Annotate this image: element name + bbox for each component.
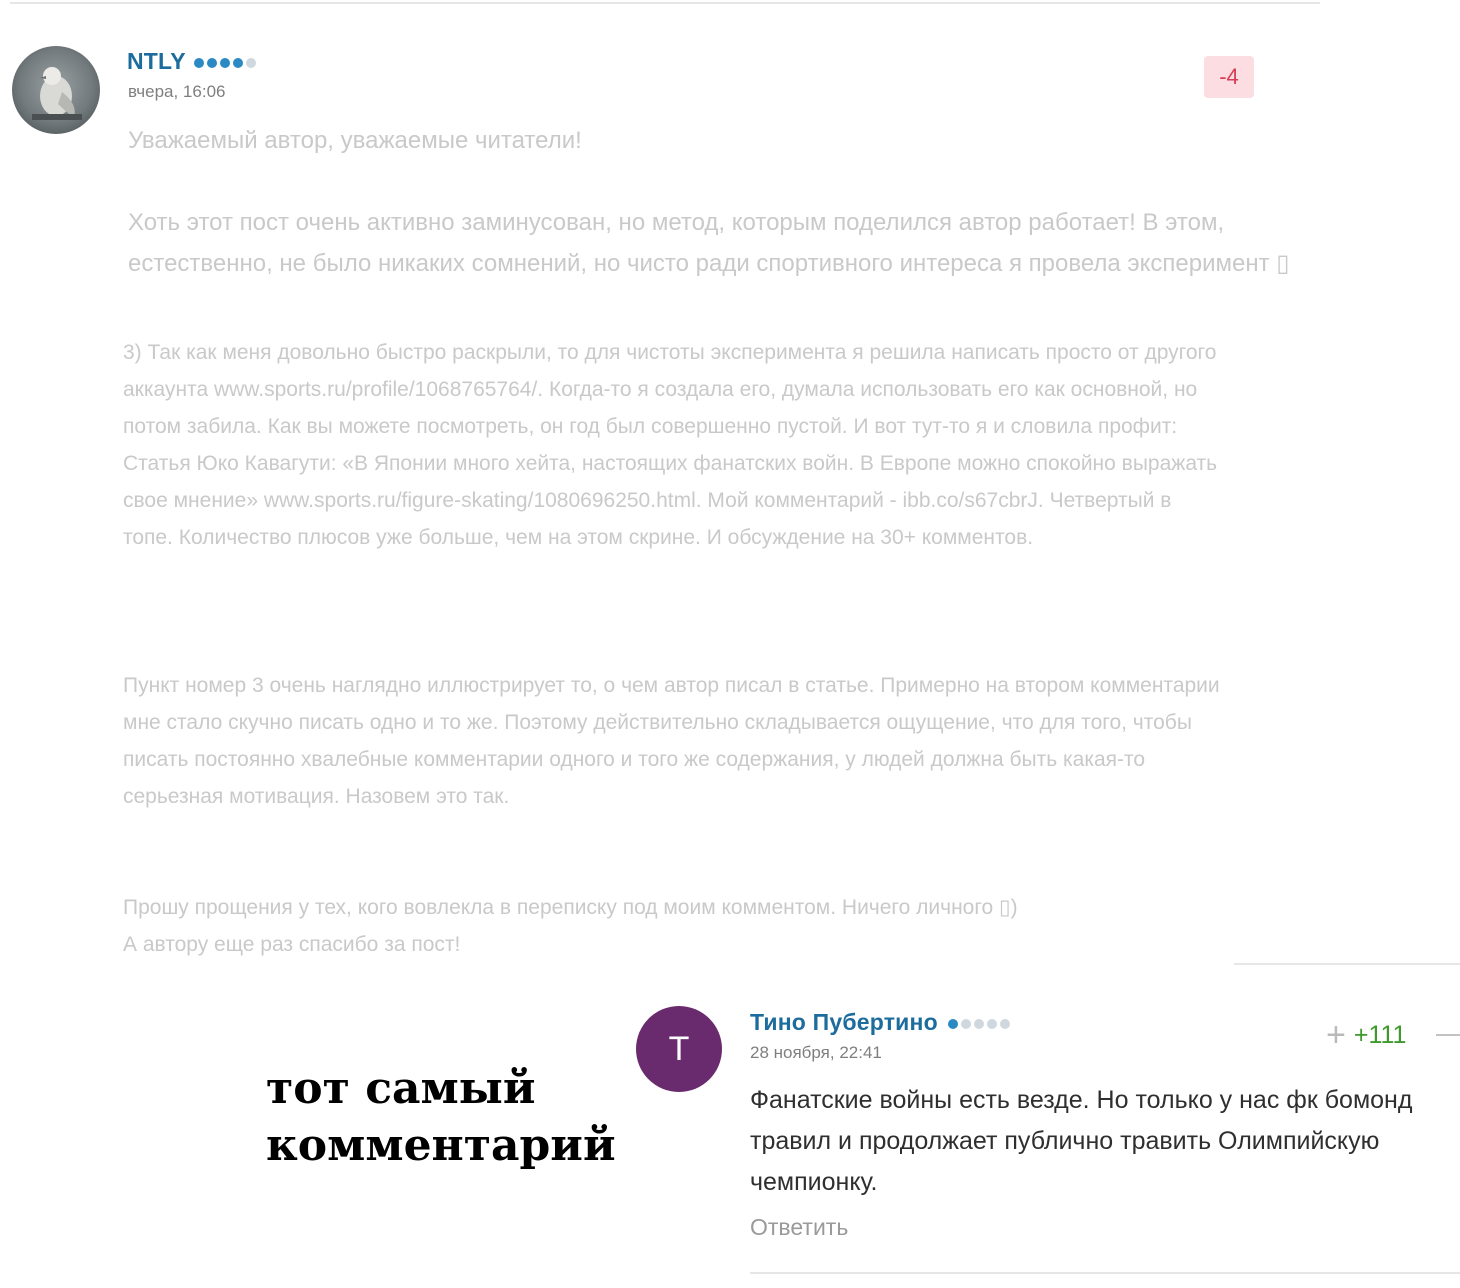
caption-label: тот самый комментарий [266,1063,616,1171]
user-avatar[interactable]: Т [636,1006,722,1092]
bottom-divider [750,1272,1460,1274]
comment-score: +111 [1353,1020,1407,1049]
username[interactable]: NTLY [127,48,186,74]
vote-controls [1326,1018,1406,1052]
rank-dot [207,58,217,68]
comment-text-paragraph: Прошу прощения у тех, кого вовлекла в переписку под моим комментом. Ничего личного ▯) А автору еще раз спасибо за пост! [123,896,1018,956]
comment-text: Фанатские войны есть везде. Но только у нас фк бомонд травил и продолжает публично травить Олимпийскую чемпионку. [750,1086,1413,1196]
rank-dot [961,1019,971,1029]
rank-dot [194,58,204,68]
comment-text-greeting: Уважаемый автор, уважаемые читатели! [128,127,582,154]
comment-timestamp: вчера, 16:06 [128,82,226,101]
rank-dot [1000,1019,1010,1029]
comment-text-paragraph: Пункт номер 3 очень наглядно иллюстрирует то, о чем автор писал в статье. Примерно на втором комментарии мне стало скучно писать одно и то же. Поэтому действительно складывается ощущение, что для того, чтобы писать постоянно хвалебные комментарии одного и того же содержания, у людей должна быть какая-то серьезная мотивация. Назовем это так. [123,674,1220,808]
rank-dot [246,58,256,68]
reply-button[interactable]: Ответить [750,1214,849,1240]
rank-dot [987,1019,997,1029]
user-rank-dots [948,1019,1010,1029]
user-rank-dots [194,58,256,68]
comment-text-paragraph: Хоть этот пост очень активно заминусован, но метод, которым поделился автор работает! В этом, естественно, не было никаких сомнений, но чисто ради спортивного интереса я провела эксперимент ▯ [128,209,1290,277]
upvote-icon[interactable]: + [1326,1016,1346,1054]
rank-dot [948,1019,958,1029]
comment-timestamp: 28 ноября, 22:41 [750,1043,882,1062]
top-divider [10,2,1320,4]
comment-score: -4 [1204,56,1254,98]
divider [1234,963,1460,965]
user-avatar[interactable] [12,46,100,134]
rank-dot [220,58,230,68]
rank-dot [233,58,243,68]
comment-text-paragraph: 3) Так как меня довольно быстро раскрыли, то для чистоты эксперимента я решила написать просто от другого аккаунта www.sports.ru/profile/1068765764/. Когда-то я создала его, думала использовать его как основной, но потом забила. Как вы можете посмотреть, он год был совершенно пустой. И вот тут-то я и словила профит: Статья Юко Кавагути: «В Японии много хейта, настоящих фанатских войн. В Европе можно спокойно выражать свое мнение» www.sports.ru/figure-skating/1080696250.html. Мой комментарий - ibb.co/s67cbrJ. Четвертый в топе. Количество плюсов уже больше, чем на этом скрине. И обсуждение на 30+ комментов. [123,341,1218,549]
downvote-icon[interactable] [1436,1034,1460,1036]
bird-photo-icon [12,46,100,134]
rank-dot [974,1019,984,1029]
username[interactable]: Тино Пубертино [750,1009,938,1035]
